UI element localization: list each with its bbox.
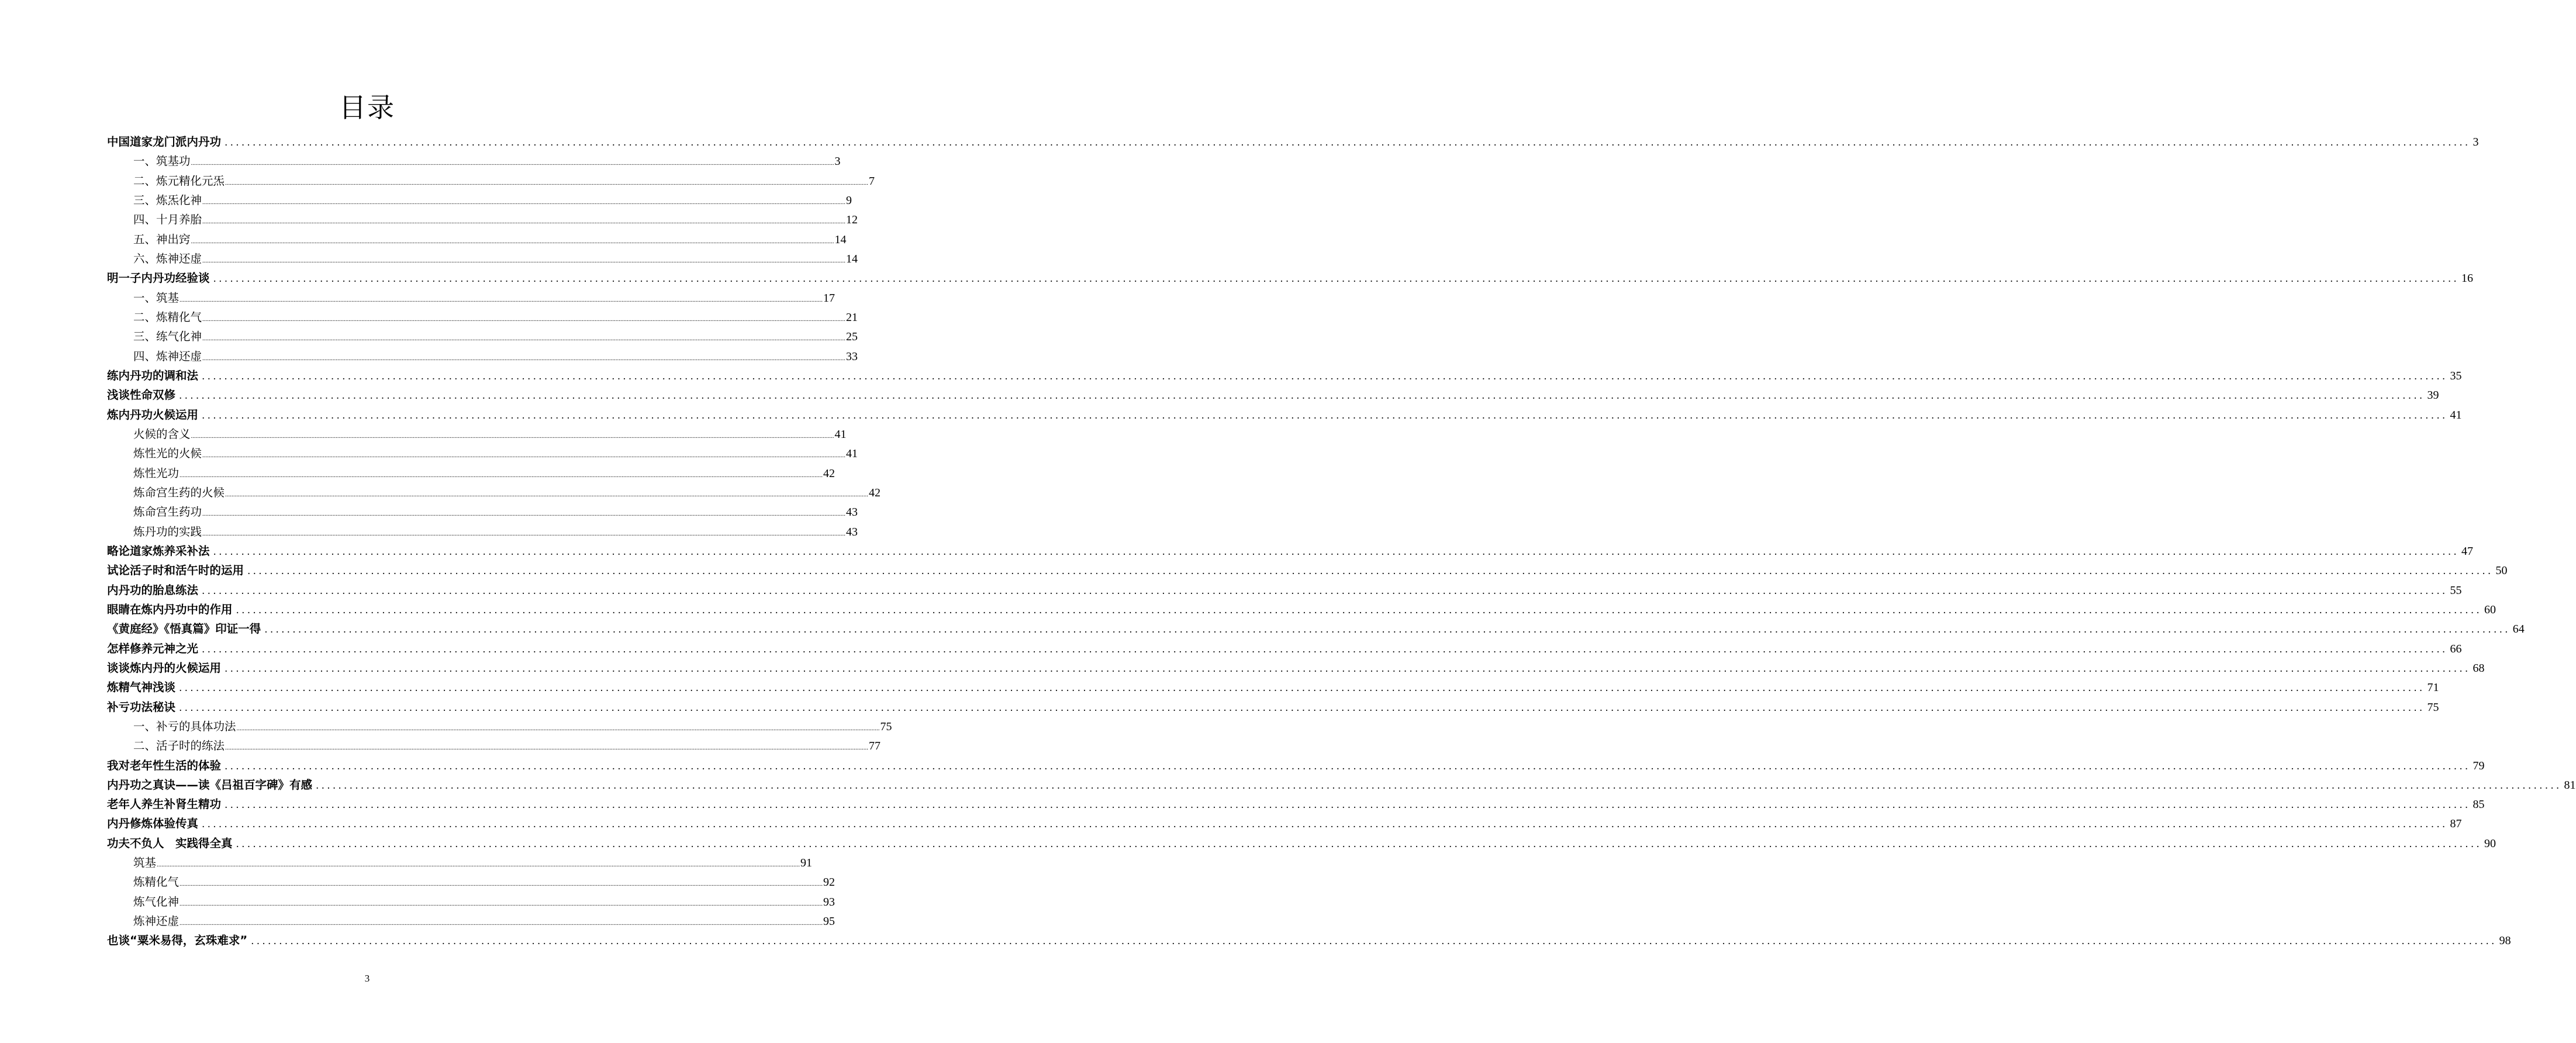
toc-entry[interactable] [107,756,2485,775]
dot-leader: ................................................................................................................................................................................................................................................................................................................................................................................................................ [202,354,846,362]
toc-subentry[interactable] [107,171,875,191]
dot-leader: ................................................................................................................................................................................................................................................................................................................................................................................................................ [202,218,846,226]
toc-subentry[interactable] [107,327,858,346]
toc-entry[interactable] [107,541,2474,561]
dot-leader: ................................................................................................................................................................................................................................................................................................................................................................................................................ [179,920,823,927]
dot-leader: ................................................................................................................................................................................................................................................................................................................................................................................................................ [179,471,823,479]
dot-leader: ................................................................................................................................................................................................................................................................................................................................................................................................................ [202,510,846,518]
toc-page-number: 95 [823,915,835,928]
toc-page-number: 3 [834,155,841,168]
toc-entry-title: 怎样修养元神之光 [107,641,199,655]
toc-entry-title: 眼睛在炼内丹功中的作用 [107,602,233,616]
toc-subentry[interactable] [107,872,835,892]
toc-entry-title: 二、活子时的练法 [133,739,225,753]
dot-leader: ................................................................................................................................................................................................................................................................................................................................................................................................................ [225,744,869,752]
toc-page-number: 25 [846,330,858,344]
dot-leader: ................................................................................................................................................................................................................................................................................................................................................................................................................ [202,585,2448,597]
toc-entry[interactable] [107,268,2474,288]
toc-entry-title: 三、练气化神 [133,330,202,344]
toc-subentry[interactable] [107,210,858,229]
toc-entry[interactable] [107,678,2439,697]
toc-entry[interactable] [107,561,2508,580]
dot-leader: ................................................................................................................................................................................................................................................................................................................................................................................................................ [157,861,800,869]
toc-entry[interactable] [107,581,2462,600]
toc-page-number: 35 [2450,369,2462,382]
dot-leader: ................................................................................................................................................................................................................................................................................................................................................................................................................ [202,335,846,343]
toc-page-number: 79 [2473,759,2485,772]
toc-page-number: 64 [2512,623,2525,636]
toc-subentry[interactable] [107,288,835,308]
toc-entry-title: 六、炼神还虚 [133,251,202,265]
toc-page-number: 47 [2461,544,2474,558]
toc-page-number: 42 [869,486,881,499]
toc-entry-title: 老年人养生补肾生精功 [107,797,222,811]
toc-entry[interactable] [107,834,2496,853]
toc-page-number: 9 [846,194,852,207]
toc-subentry[interactable] [107,308,858,327]
toc-page-number: 92 [823,876,835,889]
toc-entry-title: 中国道家龙门派内丹功 [107,135,222,148]
toc-entry[interactable] [107,619,2525,638]
dot-leader: ................................................................................................................................................................................................................................................................................................................................................................................................................ [202,315,846,323]
toc-entry-title: 筑基 [133,856,157,870]
toc-entry-title: 炼性光的火候 [133,447,202,461]
toc-page-number: 91 [800,856,813,870]
dot-leader: ................................................................................................................................................................................................................................................................................................................................................................................................................ [213,545,2460,558]
toc-subentry[interactable] [107,249,858,268]
toc-page-number: 41 [846,447,858,461]
toc-entry-title: 炼丹功的实践 [133,524,202,538]
dot-leader: ................................................................................................................................................................................................................................................................................................................................................................................................................ [191,432,834,440]
toc-entry-title: 三、炼炁化神 [133,193,202,207]
toc-subentry[interactable] [107,911,835,931]
toc-page-number: 50 [2495,564,2508,578]
dot-leader: ................................................................................................................................................................................................................................................................................................................................................................................................................ [202,818,2448,831]
toc-entry[interactable] [107,132,2479,151]
toc-entry-title: 炼性光功 [133,466,179,480]
dot-leader: ................................................................................................................................................................................................................................................................................................................................................................................................................ [179,390,2425,402]
toc-subentry[interactable] [107,736,881,755]
toc-subentry[interactable] [107,717,892,736]
toc-entry-title: 试论活子时和活午时的运用 [107,564,244,578]
toc-entry[interactable] [107,658,2485,678]
toc-page-number: 75 [880,720,892,733]
toc-page-number: 55 [2450,583,2462,597]
toc-subentry[interactable] [107,464,835,483]
dot-leader: ................................................................................................................................................................................................................................................................................................................................................................................................................ [225,760,2471,772]
toc-subentry[interactable] [107,151,841,171]
toc-page-number: 71 [2427,681,2439,695]
toc-subentry[interactable] [107,502,858,522]
toc-entry[interactable] [107,405,2462,424]
toc-page-number: 43 [846,525,858,538]
toc-entry[interactable] [107,385,2439,405]
toc-entry-title: 炼命宫生药的火候 [133,485,225,499]
dot-leader: ................................................................................................................................................................................................................................................................................................................................................................................................................ [202,257,846,264]
toc-entry-title: 炼精化气 [133,875,179,889]
toc-page-number: 3 [2473,136,2479,148]
toc-entry-title: 二、炼精化气 [133,310,202,324]
dot-leader: ................................................................................................................................................................................................................................................................................................................................................................................................................ [202,198,846,206]
table-of-contents [107,132,2576,951]
toc-page-number: 33 [846,350,858,363]
dot-leader: ................................................................................................................................................................................................................................................................................................................................................................................................................ [251,935,2497,948]
toc-page-number: 93 [823,895,835,909]
dot-leader: ................................................................................................................................................................................................................................................................................................................................................................................................................ [202,452,846,460]
toc-entry-title: 四、炼神还虚 [133,349,202,363]
toc-entry-title: 内丹修炼体验传真 [107,817,199,831]
toc-entry-title: 明一子内丹功经验谈 [107,271,210,285]
dot-leader: ................................................................................................................................................................................................................................................................................................................................................................................................................ [225,179,869,187]
toc-entry-title: 浅谈性命双修 [107,388,176,402]
toc-page-number: 16 [2461,272,2474,285]
toc-page-number: 43 [846,506,858,519]
toc-page-number: 66 [2450,642,2462,655]
toc-entry-title: 一、筑基 [133,291,179,305]
toc-entry[interactable] [107,931,2511,950]
toc-page-number: 85 [2473,798,2485,811]
dot-leader: ................................................................................................................................................................................................................................................................................................................................................................................................................ [225,137,2471,148]
toc-entry[interactable] [107,775,2576,795]
toc-page-number: 7 [869,174,875,188]
toc-subentry[interactable] [107,230,847,249]
dot-leader: ................................................................................................................................................................................................................................................................................................................................................................................................................ [191,160,834,167]
toc-page-number: 14 [846,252,858,265]
dot-leader: ................................................................................................................................................................................................................................................................................................................................................................................................................ [179,296,823,303]
toc-entry-title: 炼神还虚 [133,914,179,928]
toc-entry-title: 我对老年性生活的体验 [107,758,222,772]
toc-page-number: 14 [834,233,847,246]
dot-leader: ................................................................................................................................................................................................................................................................................................................................................................................................................ [202,530,846,537]
toc-page-number: 60 [2484,603,2496,616]
toc-entry-title: 一、补亏的具体功法 [133,719,236,733]
toc-entry-title: 炼内丹功火候运用 [107,407,199,422]
toc-page-number: 41 [834,427,847,441]
toc-entry-title: 四、十月养胎 [133,213,202,227]
toc-entry-title: 炼精气神浅谈 [107,681,176,695]
dot-leader: ................................................................................................................................................................................................................................................................................................................................................................................................................ [202,643,2448,655]
toc-entry-title: 功夫不负人 实践得全真 [107,836,233,850]
dot-leader: ................................................................................................................................................................................................................................................................................................................................................................................................................ [202,370,2448,382]
toc-entry[interactable] [107,366,2462,385]
toc-entry-title: 五、神出窍 [133,232,191,246]
toc-entry-title: 谈谈炼内丹的火候运用 [107,661,222,675]
toc-entry-title: 也谈“粟米易得，玄珠难求” [107,934,248,948]
page-number: 3 [364,973,370,984]
dot-leader: ................................................................................................................................................................................................................................................................................................................................................................................................................ [247,565,2494,578]
toc-subentry[interactable] [107,444,858,463]
toc-page-number: 68 [2473,661,2485,675]
toc-entry[interactable] [107,697,2439,717]
dot-leader: ................................................................................................................................................................................................................................................................................................................................................................................................................ [225,662,2471,675]
toc-page-number: 39 [2427,389,2439,402]
dot-leader: ................................................................................................................................................................................................................................................................................................................................................................................................................ [236,724,880,732]
dot-leader: ................................................................................................................................................................................................................................................................................................................................................................................................................ [236,604,2482,616]
toc-page-number: 75 [2427,700,2439,714]
toc-entry-title: 练内丹功的调和法 [107,368,199,382]
toc-page-number: 87 [2450,817,2462,831]
toc-entry-title: 内丹功之真诀——读《吕祖百字碑》有感 [107,778,313,792]
toc-subentry[interactable] [107,483,881,502]
dot-leader: ................................................................................................................................................................................................................................................................................................................................................................................................................ [179,682,2425,695]
dot-leader: ................................................................................................................................................................................................................................................................................................................................................................................................................ [225,491,869,498]
toc-page-number: 12 [846,213,858,227]
dot-leader: ................................................................................................................................................................................................................................................................................................................................................................................................................ [264,624,2511,636]
dot-leader: ................................................................................................................................................................................................................................................................................................................................................................................................................ [225,799,2471,811]
toc-entry[interactable] [107,795,2485,814]
toc-page-number: 41 [2450,408,2462,422]
dot-leader: ................................................................................................................................................................................................................................................................................................................................................................................................................ [236,838,2482,850]
toc-entry-title: 二、炼元精化元炁 [133,174,225,188]
toc-entry[interactable] [107,639,2462,658]
toc-entry[interactable] [107,600,2496,619]
toc-subentry[interactable] [107,892,835,911]
toc-page-number: 42 [823,467,835,480]
toc-subentry[interactable] [107,853,813,872]
toc-entry-title: 《黄庭经》《悟真篇》印证一得 [107,622,261,636]
toc-subentry[interactable] [107,191,852,210]
toc-page-number: 98 [2499,934,2511,948]
dot-leader: ................................................................................................................................................................................................................................................................................................................................................................................................................ [213,273,2460,285]
toc-subentry[interactable] [107,522,858,541]
dot-leader: ................................................................................................................................................................................................................................................................................................................................................................................................................ [191,237,834,245]
dot-leader: ................................................................................................................................................................................................................................................................................................................................................................................................................ [179,702,2425,714]
toc-page-number: 90 [2484,837,2496,850]
page-title: 目录 [339,92,395,123]
toc-entry-title: 一、筑基功 [133,154,191,168]
toc-page-number: 21 [846,310,858,324]
toc-subentry[interactable] [107,424,847,444]
dot-leader: ................................................................................................................................................................................................................................................................................................................................................................................................................ [179,900,823,907]
toc-entry-title: 略论道家炼养采补法 [107,544,210,558]
toc-entry-title: 补亏功法秘诀 [107,700,176,714]
dot-leader: ................................................................................................................................................................................................................................................................................................................................................................................................................ [179,880,823,888]
dot-leader: ................................................................................................................................................................................................................................................................................................................................................................................................................ [202,409,2448,422]
toc-page-number: 17 [823,291,835,305]
dot-leader: ................................................................................................................................................................................................................................................................................................................................................................................................................ [316,779,2562,792]
toc-page-number: 81 [2564,778,2576,792]
toc-entry-title: 炼命宫生药功 [133,505,202,519]
toc-entry[interactable] [107,814,2462,833]
toc-entry-title: 火候的含义 [133,427,191,441]
toc-entry-title: 炼气化神 [133,895,179,909]
toc-subentry[interactable] [107,347,858,366]
toc-entry-title: 内丹功的胎息练法 [107,583,199,597]
toc-page-number: 77 [869,740,881,753]
